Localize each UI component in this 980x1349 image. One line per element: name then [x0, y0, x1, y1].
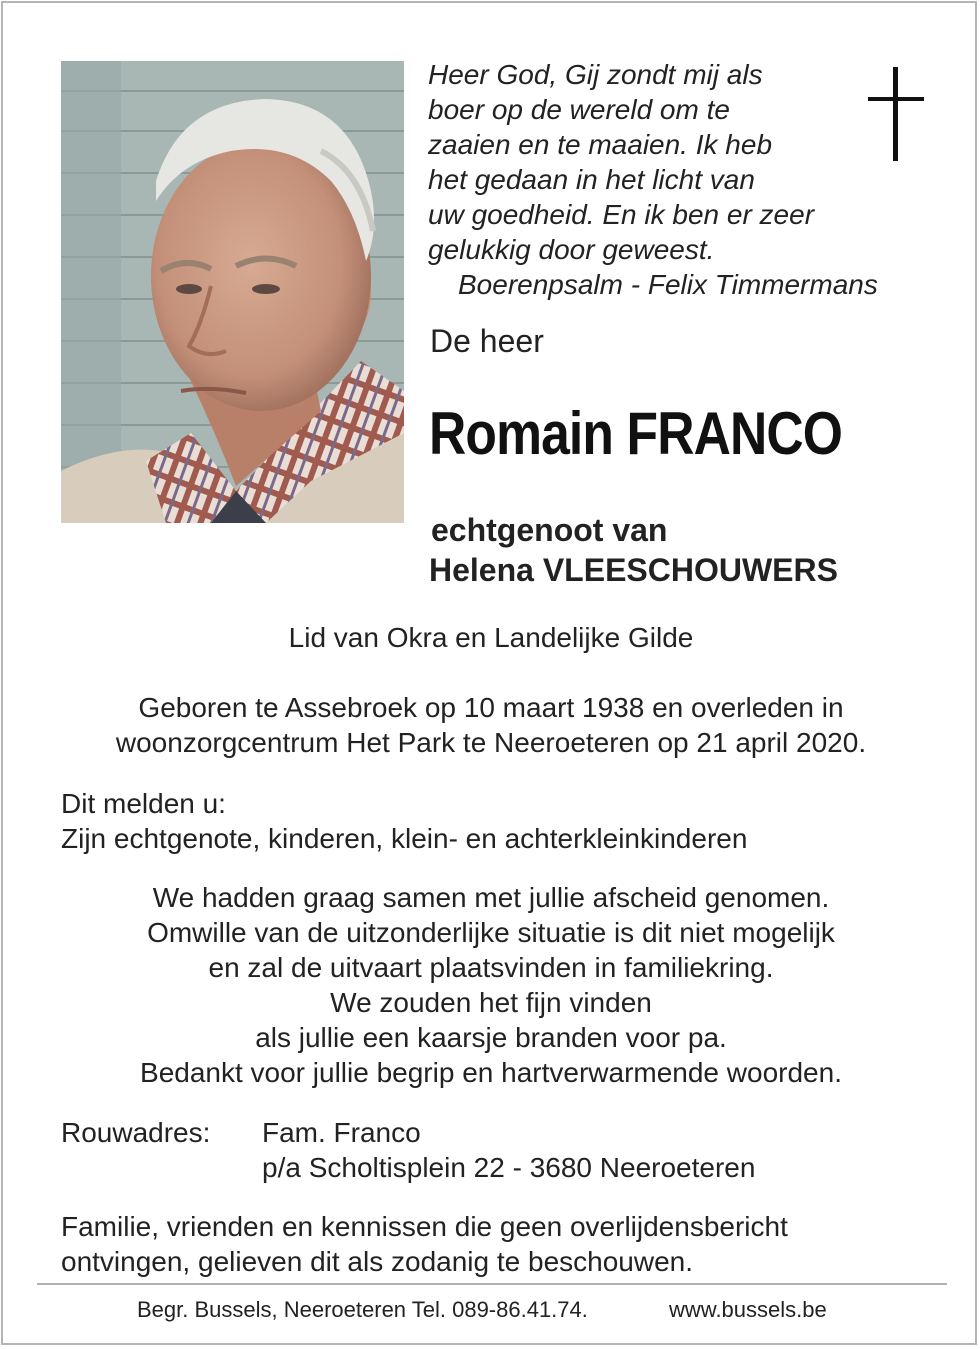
- undertaker-info: Begr. Bussels, Neeroeteren Tel. 089-86.41.74.: [137, 1297, 588, 1322]
- poem-line: het gedaan in het licht van: [428, 164, 755, 195]
- address-line-1: Fam. Franco: [262, 1117, 421, 1148]
- announcement-intro: Dit melden u:: [61, 788, 226, 819]
- message-line: Bedankt voor jullie begrip en hartverwarmende woorden.: [140, 1057, 842, 1088]
- message-line: en zal de uitvaart plaatsvinden in familiekring.: [208, 952, 774, 983]
- notice-line: Familie, vrienden en kennissen die geen overlijdensbericht: [61, 1211, 788, 1242]
- announcement: [61, 786, 941, 856]
- message-line: Omwille van de uitzonderlijke situatie is dit niet mogelijk: [147, 917, 835, 948]
- spouse-name: Helena VLEESCHOUWERS: [429, 552, 838, 588]
- message-block: [3, 880, 979, 1090]
- announcement-family: Zijn echtgenote, kinderen, klein- en achterkleinkinderen: [61, 823, 748, 854]
- poem-line: Heer God, Gij zondt mij als: [428, 59, 763, 90]
- membership-line: Lid van Okra en Landelijke Gilde: [288, 622, 694, 653]
- spouse-label: echtgenoot van: [431, 512, 668, 548]
- message-line: als jullie een kaarsje branden voor pa.: [255, 1022, 727, 1053]
- poem-line: boer op de wereld om te: [428, 94, 730, 125]
- membership-text: [3, 620, 979, 655]
- address-label: Rouwadres:: [61, 1117, 211, 1148]
- salutation: De heer: [430, 323, 544, 359]
- notice-text: [61, 1209, 941, 1279]
- address-line-2: p/a Scholtisplein 22 - 3680 Neeroeteren: [262, 1152, 756, 1183]
- death-notice-card: [1, 1, 977, 1345]
- portrait-photo: [61, 61, 404, 523]
- undertaker-website-link[interactable]: www.bussels.be: [669, 1297, 827, 1322]
- footer-divider: [37, 1283, 947, 1285]
- message-line: We hadden graag samen met jullie afscheid genomen.: [152, 882, 830, 913]
- message-line: We zouden het fijn vinden: [330, 987, 652, 1018]
- notice-line: ontvingen, gelieven dit als zodanig te beschouwen.: [61, 1246, 693, 1277]
- life-line-death: woonzorgcentrum Het Park te Neeroeteren op 21 april 2020.: [115, 727, 867, 758]
- poem-line: zaaien en te maaien. Ik heb: [428, 129, 773, 160]
- poem-attribution: Boerenpsalm - Felix Timmermans: [458, 269, 878, 300]
- latin-cross-icon: [868, 67, 924, 161]
- life-dates: [3, 690, 979, 760]
- poem-line: uw goedheid. En ik ben er zeer: [428, 199, 815, 230]
- poem-line: gelukkig door geweest.: [428, 234, 715, 265]
- life-line-birth: Geboren te Assebroek op 10 maart 1938 en overleden in: [138, 692, 844, 723]
- deceased-name: Romain FRANCO: [429, 400, 843, 467]
